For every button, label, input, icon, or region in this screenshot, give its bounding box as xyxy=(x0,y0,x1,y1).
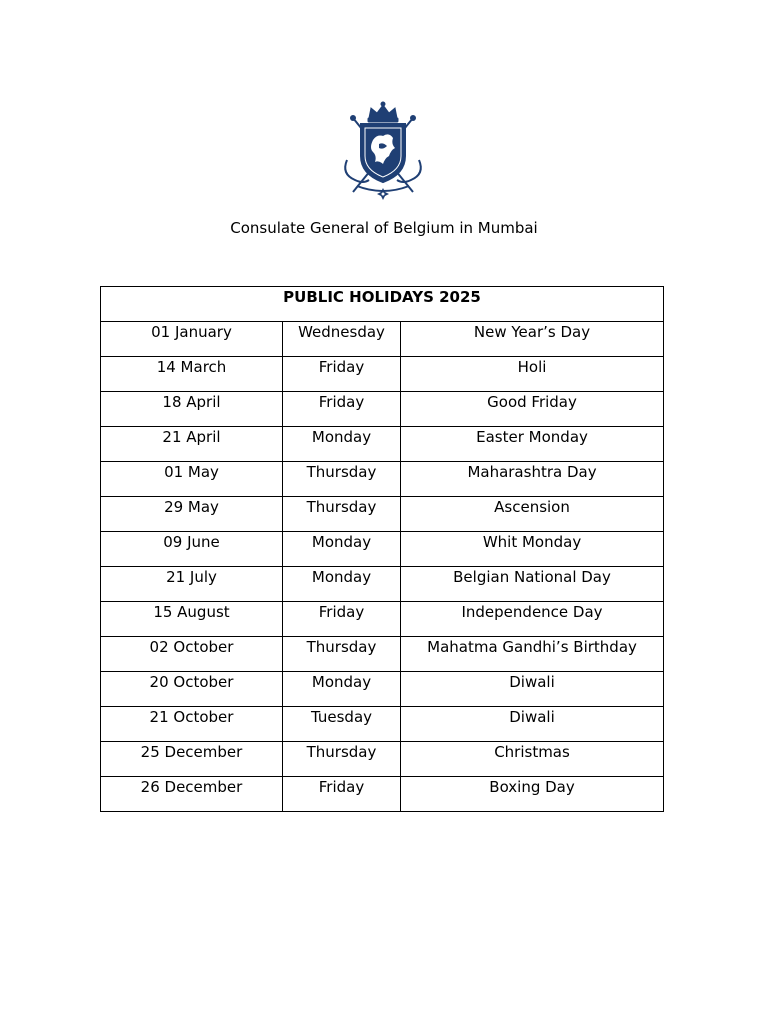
table-row xyxy=(101,742,664,777)
holiday-date: 20 October xyxy=(101,672,283,707)
holiday-weekday: Monday xyxy=(283,567,401,602)
holidays-table xyxy=(100,286,664,812)
holiday-name: Ascension xyxy=(401,497,664,532)
holiday-name: Boxing Day xyxy=(401,777,664,812)
holiday-date: 14 March xyxy=(101,357,283,392)
table-row xyxy=(101,707,664,742)
table-row xyxy=(101,322,664,357)
consulate-name: Consulate General of Belgium in Mumbai xyxy=(230,219,538,237)
holiday-name: New Year’s Day xyxy=(401,322,664,357)
holiday-name: Diwali xyxy=(401,707,664,742)
holiday-date: 15 August xyxy=(101,602,283,637)
holiday-weekday: Thursday xyxy=(283,742,401,777)
holiday-weekday: Friday xyxy=(283,357,401,392)
holiday-date: 25 December xyxy=(101,742,283,777)
table-row xyxy=(101,777,664,812)
holiday-weekday: Monday xyxy=(283,427,401,462)
holiday-weekday: Wednesday xyxy=(283,322,401,357)
holiday-rows xyxy=(101,322,664,812)
holiday-date: 01 January xyxy=(101,322,283,357)
table-title: PUBLIC HOLIDAYS 2025 xyxy=(101,287,664,322)
table-row xyxy=(101,637,664,672)
table-row xyxy=(101,672,664,707)
holiday-name: Maharashtra Day xyxy=(401,462,664,497)
table-title-row xyxy=(101,287,664,322)
holiday-name: Good Friday xyxy=(401,392,664,427)
table-row xyxy=(101,497,664,532)
holiday-date: 01 May xyxy=(101,462,283,497)
holiday-weekday: Monday xyxy=(283,532,401,567)
holiday-name: Holi xyxy=(401,357,664,392)
holiday-date: 26 December xyxy=(101,777,283,812)
table-row xyxy=(101,602,664,637)
holiday-name: Mahatma Gandhi’s Birthday xyxy=(401,637,664,672)
table-row xyxy=(101,392,664,427)
holiday-weekday: Thursday xyxy=(283,497,401,532)
holiday-name: Diwali xyxy=(401,672,664,707)
holiday-weekday: Thursday xyxy=(283,637,401,672)
holiday-name: Easter Monday xyxy=(401,427,664,462)
holiday-weekday: Monday xyxy=(283,672,401,707)
holiday-weekday: Thursday xyxy=(283,462,401,497)
holiday-date: 09 June xyxy=(101,532,283,567)
holiday-weekday: Tuesday xyxy=(283,707,401,742)
holiday-name: Independence Day xyxy=(401,602,664,637)
holiday-date: 21 July xyxy=(101,567,283,602)
table-row xyxy=(101,462,664,497)
holiday-name: Whit Monday xyxy=(401,532,664,567)
table-row xyxy=(101,357,664,392)
holiday-date: 29 May xyxy=(101,497,283,532)
holiday-date: 21 April xyxy=(101,427,283,462)
holiday-weekday: Friday xyxy=(283,602,401,637)
holiday-name: Belgian National Day xyxy=(401,567,664,602)
holiday-name: Christmas xyxy=(401,742,664,777)
holiday-date: 02 October xyxy=(101,637,283,672)
holiday-date: 21 October xyxy=(101,707,283,742)
table-row xyxy=(101,567,664,602)
belgium-coat-of-arms-icon xyxy=(333,100,433,206)
holiday-weekday: Friday xyxy=(283,392,401,427)
table-row xyxy=(101,427,664,462)
holiday-weekday: Friday xyxy=(283,777,401,812)
holiday-date: 18 April xyxy=(101,392,283,427)
table-row xyxy=(101,532,664,567)
